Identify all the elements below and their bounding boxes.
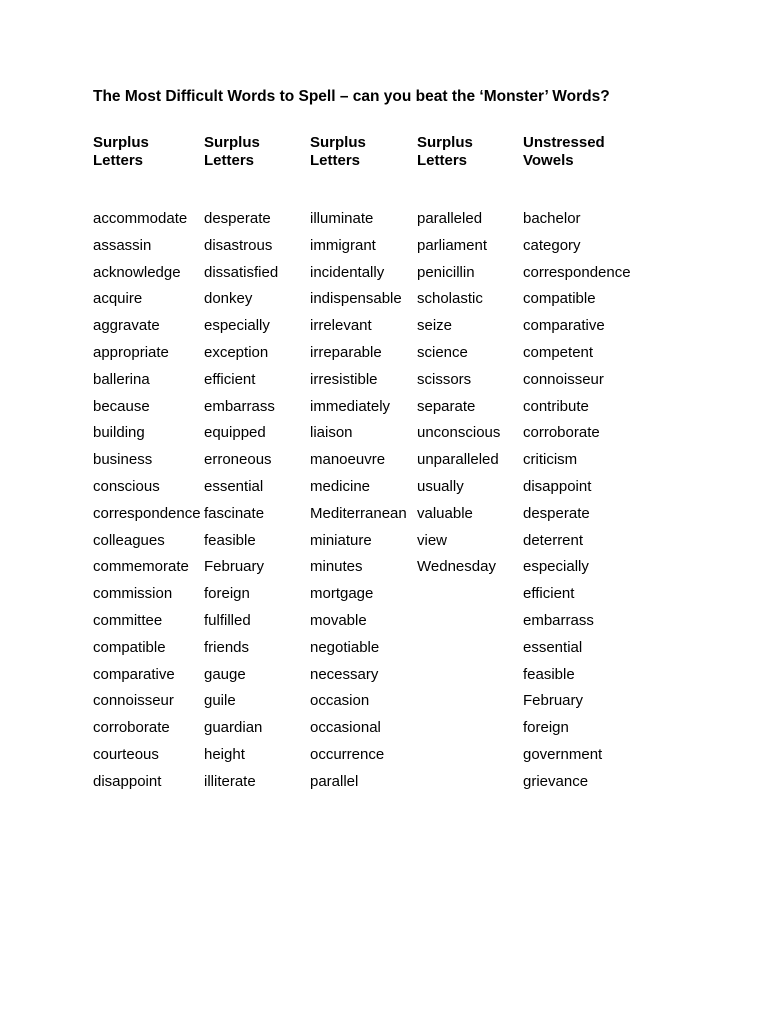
word-item: necessary: [310, 665, 379, 683]
word-item: scholastic: [417, 290, 483, 308]
word-item: bachelor: [523, 210, 581, 227]
word-item: feasible: [523, 665, 575, 683]
word-item: compatible: [523, 290, 596, 308]
word-column-5: [523, 134, 631, 790]
word-item: February: [523, 692, 584, 710]
word-item: feasible: [204, 531, 256, 549]
word-item: indispensable: [310, 290, 402, 308]
word-column-3: [310, 134, 407, 790]
word-column-1: [93, 134, 201, 790]
word-item: government: [523, 745, 603, 763]
word-item: movable: [310, 611, 367, 629]
word-item: guile: [204, 692, 236, 710]
word-item: valuable: [417, 504, 473, 522]
word-item: guardian: [204, 719, 263, 737]
word-item: colleagues: [93, 531, 165, 549]
word-item: minutes: [310, 558, 363, 576]
word-list: [204, 206, 278, 796]
word-item: science: [417, 343, 468, 361]
word-item: irreparable: [310, 343, 382, 361]
word-item: irresistible: [310, 370, 378, 388]
word-item: committee: [93, 611, 163, 629]
page-title: The Most Difficult Words to Spell – can you beat the ‘Monster’ Words?: [93, 88, 610, 105]
word-item: miniature: [310, 531, 372, 549]
word-item: mortgage: [310, 585, 374, 603]
word-item: accommodate: [93, 210, 188, 227]
word-item: donkey: [204, 290, 253, 308]
word-item: manoeuvre: [310, 451, 386, 469]
word-item: comparative: [93, 665, 175, 683]
word-item: immigrant: [310, 236, 376, 254]
word-item: disappoint: [93, 772, 162, 790]
word-item: occasional: [310, 719, 381, 737]
word-item: seize: [417, 317, 453, 335]
word-item: contribute: [523, 397, 589, 415]
word-item: parallel: [310, 772, 359, 790]
word-item: height: [204, 745, 245, 763]
word-item: embarrass: [523, 611, 594, 629]
word-item: desperate: [204, 210, 271, 227]
word-item: connoisseur: [523, 370, 604, 388]
word-item: corroborate: [93, 719, 170, 737]
word-item: efficient: [523, 585, 575, 603]
word-item: scissors: [417, 370, 472, 388]
word-item: grievance: [523, 772, 589, 790]
word-item: erroneous: [204, 451, 272, 469]
word-item: gauge: [204, 665, 246, 683]
word-item: building: [93, 424, 145, 442]
word-item: corroborate: [523, 424, 600, 442]
word-item: view: [417, 531, 448, 549]
word-item: acquire: [93, 290, 143, 308]
word-item: occurrence: [310, 745, 385, 763]
word-column-4: [417, 134, 501, 576]
word-item: equipped: [204, 424, 266, 442]
word-item: efficient: [204, 370, 256, 388]
word-item: business: [93, 451, 153, 469]
word-item: friends: [204, 638, 250, 656]
word-item: disastrous: [204, 236, 273, 254]
word-item: exception: [204, 343, 269, 361]
word-list: [417, 206, 500, 581]
word-list: [93, 206, 201, 796]
word-item: Mediterranean: [310, 504, 407, 522]
word-item: courteous: [93, 745, 159, 763]
word-column-2: [204, 134, 279, 790]
word-item: foreign: [523, 719, 569, 737]
word-item: desperate: [523, 504, 590, 522]
column-header: Surplus Letters: [310, 134, 366, 169]
word-item: essential: [523, 638, 583, 656]
column-header: Unstressed Vowels: [523, 134, 605, 169]
word-item: February: [204, 558, 265, 576]
word-item: unconscious: [417, 424, 501, 442]
word-item: illiterate: [204, 772, 256, 790]
word-item: essential: [204, 477, 264, 495]
word-item: fascinate: [204, 504, 265, 522]
word-item: foreign: [204, 585, 250, 603]
word-item: fulfilled: [204, 611, 251, 629]
word-item: especially: [523, 558, 589, 576]
word-item: aggravate: [93, 317, 160, 335]
word-item: acknowledge: [93, 263, 181, 281]
word-item: commemorate: [93, 558, 189, 576]
word-item: assassin: [93, 236, 152, 254]
word-item: disappoint: [523, 477, 592, 495]
column-header: Surplus Letters: [417, 134, 473, 169]
word-item: commission: [93, 585, 173, 603]
word-item: medicine: [310, 477, 371, 495]
word-item: separate: [417, 397, 476, 415]
word-item: incidentally: [310, 263, 385, 281]
word-item: comparative: [523, 317, 605, 335]
word-item: correspondence: [523, 263, 631, 281]
word-item: deterrent: [523, 531, 584, 549]
word-item: criticism: [523, 451, 578, 469]
word-item: irrelevant: [310, 317, 372, 335]
word-item: Wednesday: [417, 558, 496, 576]
word-item: conscious: [93, 477, 160, 495]
word-item: appropriate: [93, 343, 169, 361]
word-item: especially: [204, 317, 270, 335]
word-item: dissatisfied: [204, 263, 279, 281]
word-list: [523, 206, 631, 796]
word-item: unparalleled: [417, 451, 499, 469]
word-item: penicillin: [417, 263, 475, 281]
word-item: embarrass: [204, 397, 275, 415]
column-header: Surplus Letters: [204, 134, 260, 169]
word-item: compatible: [93, 638, 166, 656]
word-item: immediately: [310, 397, 391, 415]
word-item: occasion: [310, 692, 370, 710]
word-item: illuminate: [310, 210, 374, 227]
word-item: category: [523, 236, 581, 254]
column-header: Surplus Letters: [93, 134, 149, 169]
word-item: paralleled: [417, 210, 483, 227]
word-item: negotiable: [310, 638, 380, 656]
word-item: because: [93, 397, 150, 415]
word-item: liaison: [310, 424, 353, 442]
word-item: correspondence: [93, 504, 201, 522]
word-list: [310, 206, 407, 796]
word-item: connoisseur: [93, 692, 174, 710]
word-item: ballerina: [93, 370, 150, 388]
word-item: parliament: [417, 236, 488, 254]
word-item: usually: [417, 477, 464, 495]
word-item: competent: [523, 343, 594, 361]
